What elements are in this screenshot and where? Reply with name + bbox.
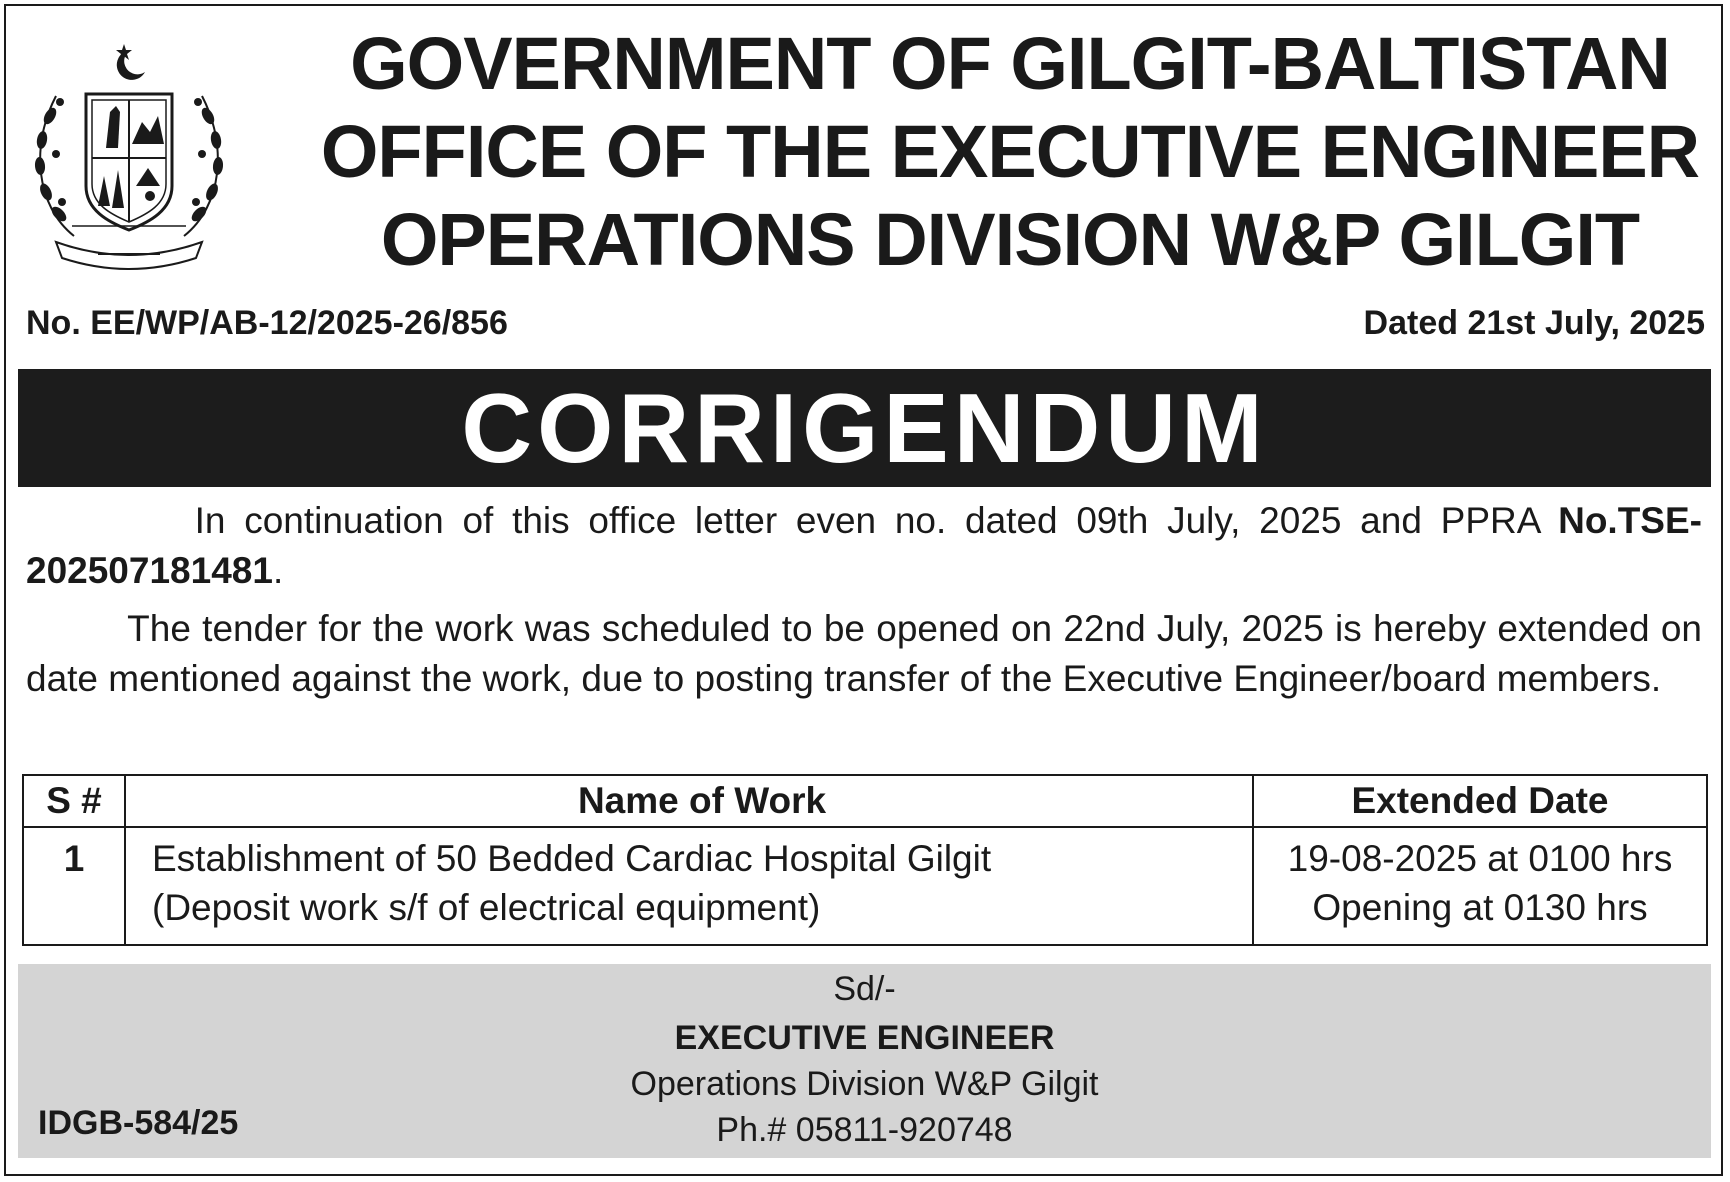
idgb-number: IDGB-584/25 bbox=[38, 1104, 239, 1142]
date-line: Dated 21st July, 2025 bbox=[1363, 304, 1705, 342]
heading-government: GOVERNMENT OF GILGIT-BALTISTAN bbox=[350, 22, 1670, 105]
signature-office: Operations Division W&P Gilgit bbox=[630, 1065, 1099, 1103]
paragraph-extension-text: The tender for the work was scheduled to be opened on 22nd July, 2025 is hereby extended on date mentioned against the work, due to posting transfer of the Executive Engineer/board members. bbox=[26, 608, 1702, 699]
paragraph-end-mark: . bbox=[272, 550, 284, 591]
heading-office: OFFICE OF THE EXECUTIVE ENGINEER bbox=[320, 110, 1700, 193]
work-name-line2: (Deposit work s/f of electrical equipment) bbox=[152, 887, 821, 928]
cell-extended-date bbox=[1253, 827, 1707, 945]
heading-division: OPERATIONS DIVISION W&P GILGIT bbox=[380, 198, 1640, 281]
extended-date-line2: Opening at 0130 hrs bbox=[1312, 887, 1648, 928]
ppra-tse-number: No.TSE- 202507181481 bbox=[26, 500, 1702, 591]
header-extended-date: Extended Date bbox=[1253, 775, 1707, 827]
table-header-row bbox=[23, 775, 1707, 827]
works-table bbox=[22, 774, 1708, 946]
reference-number: No. EE/WP/AB-12/2025-26/856 bbox=[26, 304, 508, 342]
cell-serial: 1 bbox=[23, 827, 125, 945]
extended-date-line1: 19-08-2025 at 0100 hrs bbox=[1287, 838, 1673, 879]
signature-phone: Ph.# 05811-920748 bbox=[716, 1111, 1013, 1149]
cell-name-of-work bbox=[125, 827, 1253, 945]
work-name-line1: Establishment of 50 Bedded Cardiac Hospital Gilgit bbox=[152, 838, 992, 879]
signature-sd: Sd/- bbox=[833, 970, 896, 1008]
corrigendum-banner bbox=[18, 369, 1711, 487]
banner-title: CORRIGENDUM bbox=[461, 372, 1268, 483]
header-name-of-work: Name of Work bbox=[125, 775, 1253, 827]
signature-title: EXECUTIVE ENGINEER bbox=[674, 1019, 1055, 1057]
header-serial: S # bbox=[23, 775, 125, 827]
paragraph-continuation-text: In continuation of this office letter even no. dated 09th July, 2025 and PPRA bbox=[194, 500, 1540, 541]
table-row bbox=[23, 827, 1707, 945]
paragraph-extension bbox=[26, 604, 1702, 704]
signature-block bbox=[18, 964, 1711, 1158]
gilgit-baltistan-crest-icon bbox=[26, 36, 232, 276]
paragraph-continuation bbox=[26, 496, 1702, 596]
